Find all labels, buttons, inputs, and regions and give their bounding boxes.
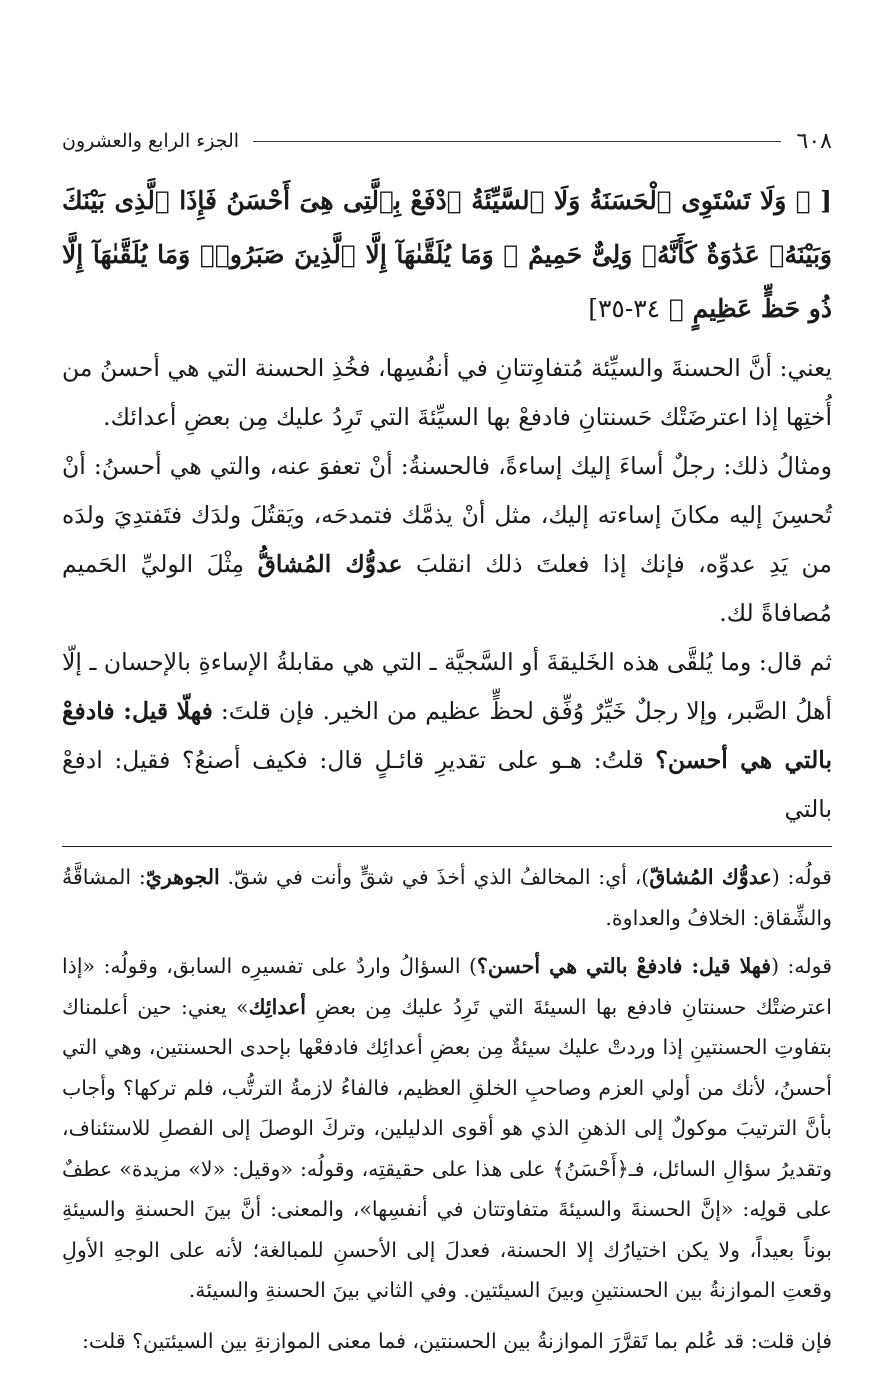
- main-p2-part-a: ومثالُ ذلك: رجلٌ أساءَ إليك إساءةً، فالحسنةُ: أنْ تعفوَ عنه، والتي هي أحسنُ: أنْ تُحسِنَ إليه مكانَ إساءته إليك، مثل أنْ يذمَّك فتمدحَه، ويَقتُلَ ولدَك فتَفتدِيَ ولدَه من يَدِ عدوِّه، فإنك إذا فعلتَ ذلك انقلبَ: [62, 452, 832, 578]
- final-line: فإن قلت: قد عُلم بما تَقرَّرَ الموازنةُ بين الحسنتين، فما معنى الموازنةِ بين السيئتين؟ قلت:: [82, 1328, 832, 1353]
- main-paragraph-2: [62, 442, 832, 638]
- note-2: [62, 946, 832, 1311]
- note-1-bold-term: عدوُّك المُشاقّ: [649, 865, 772, 889]
- main-paragraph-1: يعني: أنَّ الحسنةَ والسيِّئة مُتفاوِتتانِ في أنفُسِها، فخُذِ الحسنة التي هي أحسنُ من أُختِها إذا اعترضَتْك حَسنتانِ فادفعْ بها السيِّئةَ التي تَرِدُ عليك مِن بعضِ أعدائك.: [62, 354, 832, 431]
- main-p2-bold: عدوُّك المُشاقُّ: [257, 550, 403, 578]
- part-title: الجزء الرابع والعشرون: [62, 130, 240, 152]
- note-2-bold-word: أعدائِك: [248, 994, 306, 1019]
- note-1-bold-source: الجوهريّ: [145, 865, 220, 889]
- page-number: ٦٠٨: [796, 128, 832, 154]
- footnotes: [62, 857, 832, 1311]
- running-head: [62, 118, 832, 164]
- main-commentary: [62, 344, 832, 834]
- note-2-bold-quote: فهلا قيل: فادفعْ بالتي هي أحسن؟: [476, 954, 772, 978]
- book-page: [62, 118, 832, 1361]
- note-2-part-a: قوله: (: [771, 954, 832, 978]
- note-1-part-a: قولُه: (: [771, 865, 832, 889]
- note-1-part-c: )، أي: المخالفُ الذي أخذَ في شقٍّ وأنت في شقّ.: [219, 865, 650, 889]
- note-1: [62, 857, 832, 938]
- footnote-divider: [62, 846, 832, 847]
- note-2-part-e: » يعني: حين أعلمناك بتفاوتِ الحسنتينِ إذا وردتْ عليك سيئةٌ مِن بعضِ أعدائِك فادفعْها بإحدى الحسنتين، وهي التي أحسنُ، لأنك من أولي العزم وصاحبِ الخلقِ العظيم، فالفاءُ لازمةُ الترتُّب، فلم تركها؟ وأجاب بأنَّ الترتيبَ موكولٌ إلى الذهنِ الذي هو أقوى الدليلين، وتركَ الوصلَ إلى الفصلِ للاستئناف، وتقديرُ سؤالِ السائل، فـ﴿أَحْسَنُ﴾ على هذا على حقيقتِه، وقولُه: «وقيل: «لا» مزيدة» عطفٌ على قولِه: «إنَّ الحسنةَ والسيئةَ متفاوتتان في أنفسِها»، والمعنى: أنَّ بينَ الحسنةِ والسيئةِ بوناً بعيداً، ولا يكن اختيارُك إلا الحسنة، فعدلَ إلى الأحسنِ للمبالغة؛ لأنه على الوجهِ الأولِ وقعتِ الموازنةُ بين الحسنتينِ وبينَ السيئتين. وفي الثاني بينَ الحسنةِ والسيئة.: [62, 994, 832, 1302]
- note-1-part-e: : المشاقَّةُ والشِّقاق: الخلافُ والعداوة.: [62, 865, 832, 930]
- verse-reference: ٣٤-٣٥]: [588, 294, 661, 323]
- main-p3-part-a: ثم قال: وما يُلقَّى هذه الخَليقةَ أو السَّجيَّة ـ التي هي مقابلةُ الإساءةِ بالإحسان ـ إلّا أهلُ الصَّبر، وإلا رجلٌ خَيِّرٌ وُفِّق لحظٍّ عظيم من الخير. فإن قلتَ:: [62, 648, 832, 725]
- note-2-part-c: ) السؤالُ واردٌ على تفسيرِه السابق، وقولُه: «إذا اعترضتْك حسنتانِ فادفع بها السيئةَ التي تَرِدُ عليك مِن بعضِ: [62, 954, 832, 1019]
- quran-verse: [62, 174, 832, 336]
- verse-text: [ ﴿ وَلَا تَسْتَوِى ٱلْحَسَنَةُ وَلَا ٱلسَّيِّئَةُ ٱدْفَعْ بِٱلَّتِى هِىَ أَحْسَنُ فَإِذَا ٱلَّذِى بَيْنَكَ وَبَيْنَهُۥ عَدَٰوَةٌ كَأَنَّهُۥ وَلِىٌّ حَمِيمٌ ۞ وَمَا يُلَقَّىٰهَآ إِلَّا ٱلَّذِينَ صَبَرُوا۟ وَمَا يُلَقَّىٰهَآ إِلَّا ذُو حَظٍّ عَظِيمٍ ﴾: [62, 186, 832, 323]
- header-rule: [253, 141, 781, 142]
- main-paragraph-3: [62, 638, 832, 834]
- main-p3-part-c: قلتُ: هـو على تقديرِ قائـلٍ قال: فكيف أصنعُ؟ فقيل: ادفعْ بالتي: [62, 746, 832, 823]
- main-p3-bold: فهلّا قيل: فادفعْ بالتي هي أحسن؟: [62, 697, 833, 774]
- main-p2-part-c: مِثْلَ الوليِّ الحَميم مُصافاةً لك.: [62, 550, 832, 627]
